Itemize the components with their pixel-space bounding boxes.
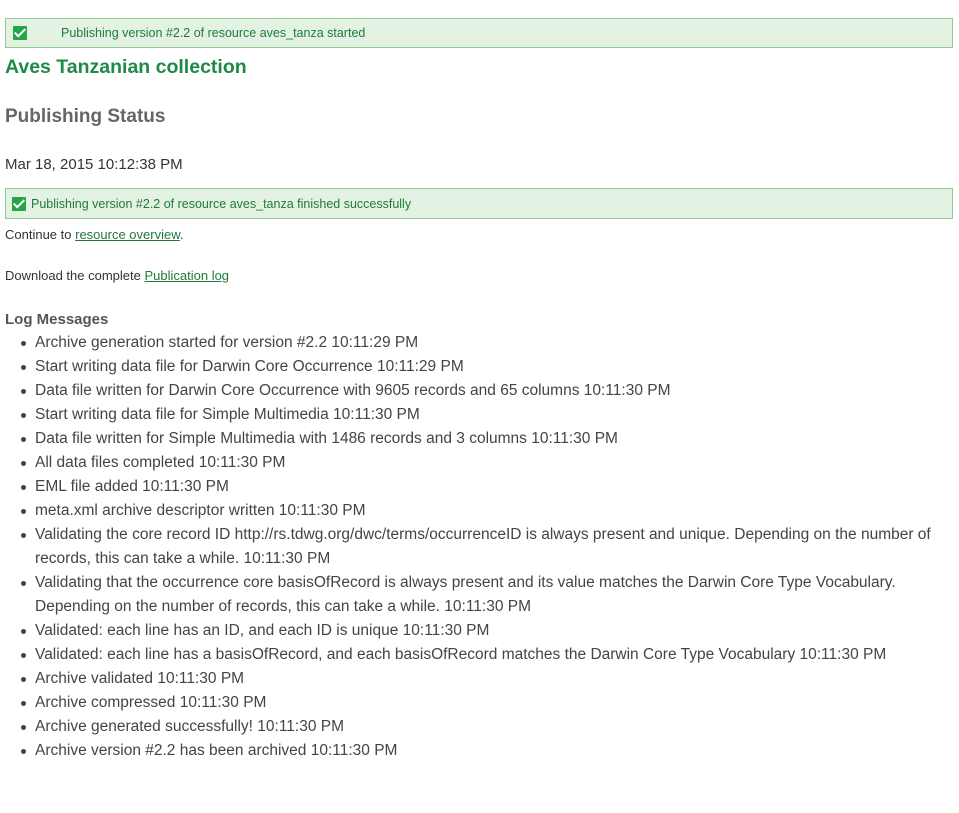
log-message: All data files completed 10:11:30 PM [35,451,959,475]
notice-text: Publishing version #2.2 of resource aves_tanza finished successfully [31,196,412,211]
log-message: Archive compressed 10:11:30 PM [35,691,959,715]
log-messages-heading: Log Messages [5,311,109,328]
continue-prefix: Continue to [5,227,76,242]
publish-timestamp: Mar 18, 2015 10:12:38 PM [5,156,183,173]
check-icon [13,26,27,40]
continue-suffix: . [179,227,184,242]
log-message: Data file written for Darwin Core Occurrence with 9605 records and 65 columns 10:11:30 PM [35,379,959,403]
log-message: Start writing data file for Simple Multimedia 10:11:30 PM [35,403,959,427]
notice-text: Publishing version #2.2 of resource aves_tanza started [61,26,366,40]
download-line [5,268,229,283]
publishing-started-notice [5,18,953,48]
download-prefix: Download the complete [5,268,145,283]
check-icon [12,197,26,211]
log-message: Validated: each line has an ID, and each ID is unique 10:11:30 PM [35,619,959,643]
log-message: Archive version #2.2 has been archived 10:11:30 PM [35,739,959,763]
publication-log-link[interactable]: Publication log [144,268,230,283]
log-message: Data file written for Simple Multimedia with 1486 records and 3 columns 10:11:30 PM [35,427,959,451]
log-messages-list [0,331,959,763]
log-message: Validating that the occurrence core basisOfRecord is always present and its value matches the Darwin Core Type Vocabulary. Depending on the number of records, this can take a while. 10:11:30 PM [35,571,959,619]
continue-line [5,227,184,242]
publishing-status-heading: Publishing Status [5,106,166,127]
log-message: EML file added 10:11:30 PM [35,475,959,499]
log-message: Validated: each line has a basisOfRecord, and each basisOfRecord matches the Darwin Core Type Vocabulary 10:11:30 PM [35,643,959,667]
log-message: Archive generated successfully! 10:11:30 PM [35,715,959,739]
log-message: Start writing data file for Darwin Core Occurrence 10:11:29 PM [35,355,959,379]
resource-overview-link[interactable]: resource overview [75,227,180,242]
log-message: Archive generation started for version #2.2 10:11:29 PM [35,331,959,355]
log-message: meta.xml archive descriptor written 10:11:30 PM [35,499,959,523]
log-message: Archive validated 10:11:30 PM [35,667,959,691]
collection-title: Aves Tanzanian collection [5,56,247,78]
log-message: Validating the core record ID http://rs.tdwg.org/dwc/terms/occurrenceID is always present and unique. Depending on the number of records, this can take a while. 10:11:30 PM [35,523,959,571]
publishing-success-notice [5,188,953,219]
